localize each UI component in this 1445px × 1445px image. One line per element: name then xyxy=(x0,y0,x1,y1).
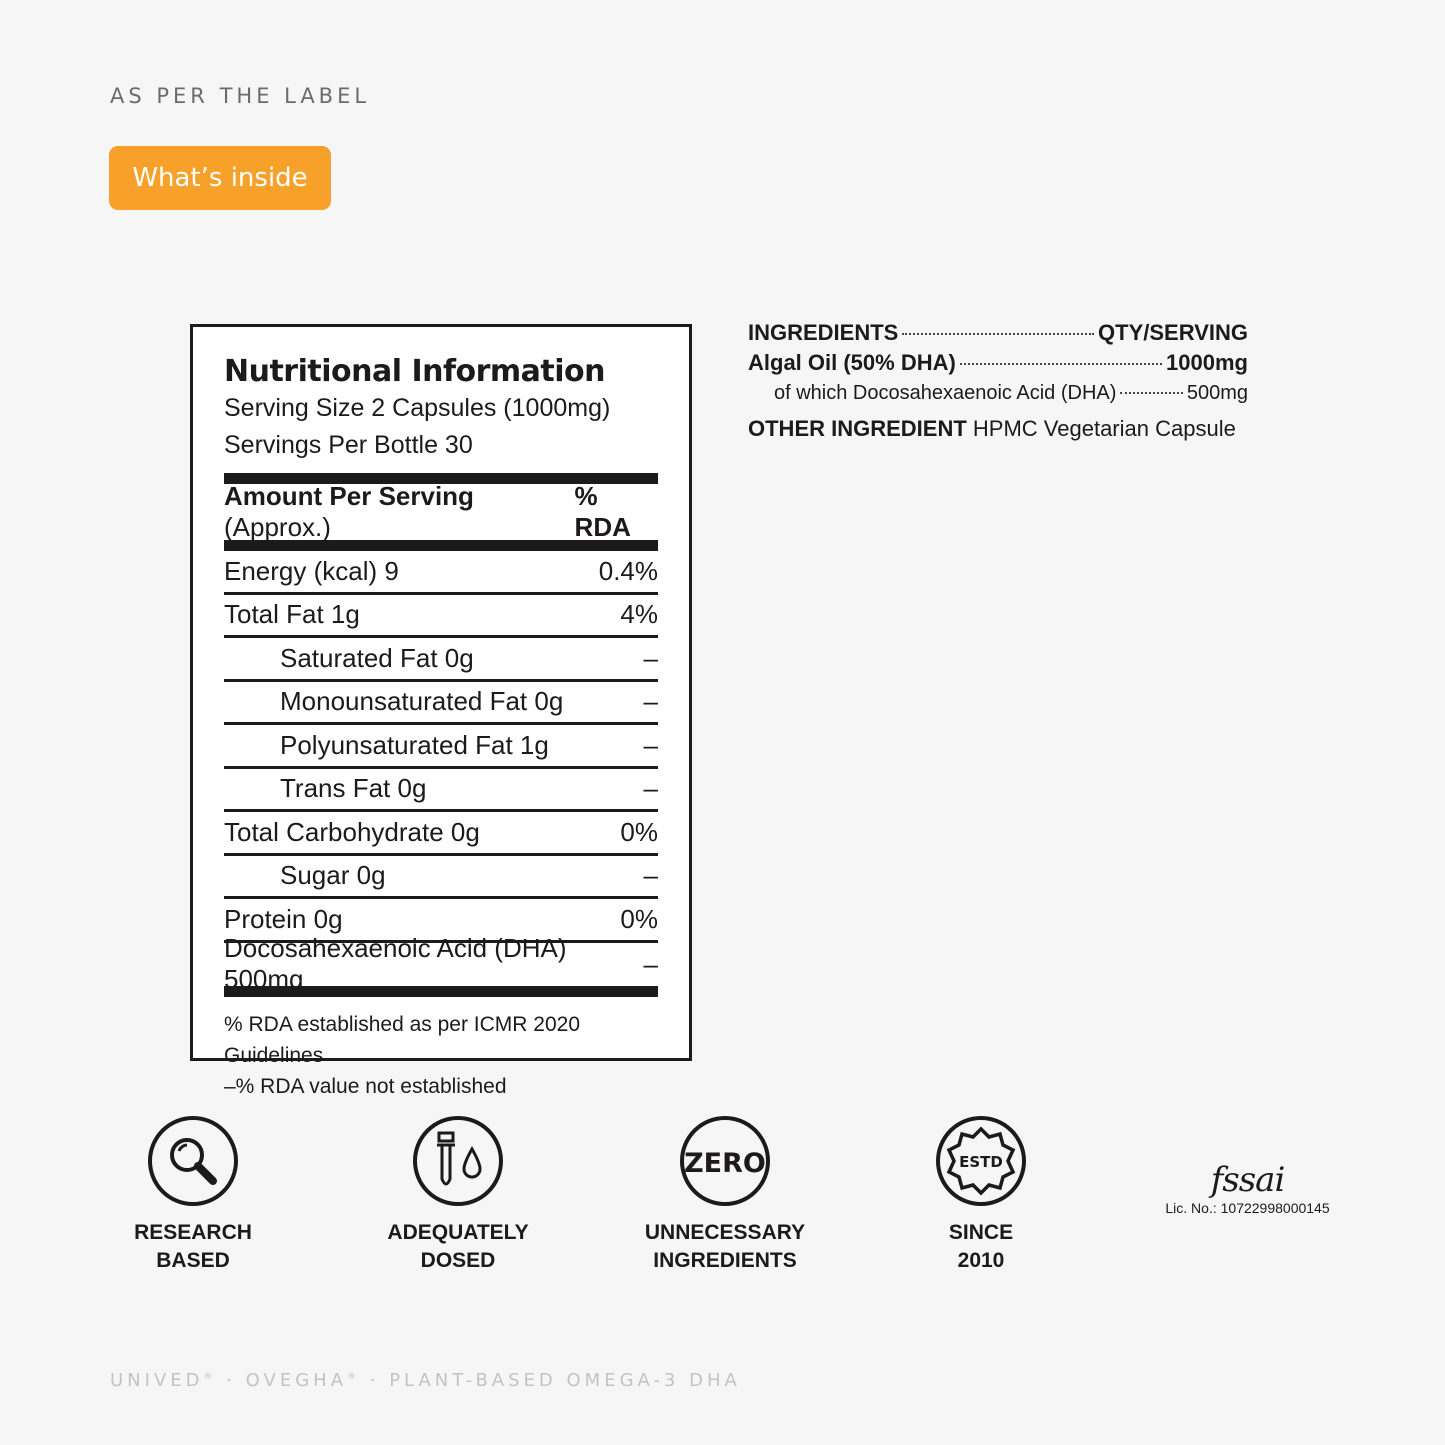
zero-icon-text: ZERO xyxy=(684,1148,766,1179)
footer-sep: · xyxy=(360,1370,390,1391)
nutrient-rda: 0% xyxy=(620,903,658,934)
amount-note: (Approx.) xyxy=(224,512,331,542)
ingredients-header xyxy=(748,318,1248,348)
nutrient-name: Energy (kcal) 9 xyxy=(224,555,399,586)
badge-label xyxy=(358,1219,558,1275)
ingredient-sub-name: of which Docosahexaenoic Acid (DHA) xyxy=(774,382,1117,404)
nutrient-name: Sugar 0g xyxy=(280,860,386,891)
badge-zero-unnecessary xyxy=(625,1115,825,1275)
ingredient-sub-qty: 500mg xyxy=(1186,382,1248,404)
nutrient-name: Monounsaturated Fat 0g xyxy=(280,686,564,717)
badge-label xyxy=(881,1219,1081,1275)
nutrient-row xyxy=(224,638,658,682)
other-ingredient xyxy=(748,414,1248,444)
badge-adequately-dosed xyxy=(358,1115,558,1275)
badge-line1: UNNECESSARY xyxy=(644,1221,806,1244)
nutrient-row xyxy=(224,595,658,639)
badge-label xyxy=(625,1219,825,1275)
badge-line1: ADEQUATELY xyxy=(387,1221,529,1244)
footer-product-tagline: PLANT-BASED OMEGA-3 DHA xyxy=(389,1370,741,1391)
section-eyebrow: AS PER THE LABEL xyxy=(110,84,371,108)
nutrient-row xyxy=(224,682,658,726)
amount-label: Amount Per Serving xyxy=(224,481,474,511)
footer-reg-mark: ® xyxy=(203,1372,217,1382)
badge-line2: 2010 xyxy=(957,1249,1005,1272)
footnote-rda-missing: –% RDA value not established xyxy=(224,1074,507,1098)
other-ingredient-label: OTHER INGREDIENT xyxy=(748,416,967,441)
ingredients-block xyxy=(748,318,1248,444)
dot-leader xyxy=(902,333,1094,335)
nutrient-rda: – xyxy=(643,860,658,891)
rda-label: % RDA xyxy=(574,481,631,542)
nutrient-rda: – xyxy=(643,773,658,804)
estd-seal-icon xyxy=(935,1115,1027,1207)
footer-product: OVEGHA xyxy=(245,1370,348,1391)
nutrient-name: Total Carbohydrate 0g xyxy=(224,816,480,847)
badge-label xyxy=(93,1219,293,1275)
nutrient-name: Protein 0g xyxy=(224,903,343,934)
nutrition-footnotes xyxy=(224,1009,658,1102)
other-ingredient-value: HPMC Vegetarian Capsule xyxy=(966,416,1236,441)
dot-leader xyxy=(960,363,1162,365)
qty-label: QTY/SERVING xyxy=(1098,320,1248,345)
badge-since-2010 xyxy=(881,1115,1081,1275)
fssai-block xyxy=(1160,1160,1335,1216)
nutrient-rda: – xyxy=(643,642,658,673)
nutrient-row xyxy=(224,725,658,769)
nutrient-rda: – xyxy=(643,948,658,979)
servings-per-bottle: Servings Per Bottle 30 xyxy=(224,431,473,459)
zero-icon xyxy=(679,1115,771,1207)
footer-brand: UNIVED xyxy=(110,1370,204,1391)
nutrition-panel xyxy=(190,324,692,1098)
nutrient-name: Saturated Fat 0g xyxy=(280,642,474,673)
serving-size: Serving Size 2 Capsules (1000mg) xyxy=(224,394,611,422)
nutrient-rda: – xyxy=(643,686,658,717)
nutrient-rda: 0.4% xyxy=(598,555,658,586)
whats-inside-button[interactable]: What’s inside xyxy=(109,146,331,210)
ingredient-subrow xyxy=(748,378,1248,408)
amount-label-group xyxy=(224,481,575,543)
badge-research-based xyxy=(93,1115,293,1275)
badge-line2: BASED xyxy=(156,1249,230,1272)
amount-header xyxy=(224,481,658,551)
dot-leader xyxy=(1120,392,1182,394)
nutrition-title: Nutritional Information xyxy=(224,354,606,389)
nutrient-rda: 0% xyxy=(620,816,658,847)
ingredients-label: INGREDIENTS xyxy=(748,320,899,345)
badge-line1: RESEARCH xyxy=(134,1221,252,1244)
ingredient-qty: 1000mg xyxy=(1166,350,1248,375)
nutrient-row xyxy=(224,933,658,997)
dropper-icon xyxy=(412,1115,504,1207)
nutrient-rda: 4% xyxy=(620,599,658,630)
magnifier-icon xyxy=(147,1115,239,1207)
fssai-logo: fssai xyxy=(1210,1160,1285,1200)
nutrient-name: Docosahexaenoic Acid (DHA) 500mg xyxy=(224,933,567,994)
footer-sep: · xyxy=(216,1370,246,1391)
estd-icon-text: ESTD xyxy=(959,1153,1003,1171)
fssai-license: Lic. No.: 10722998000145 xyxy=(1165,1200,1330,1216)
nutrient-list xyxy=(224,551,658,997)
nutrient-name: Trans Fat 0g xyxy=(280,773,427,804)
footnote-rda-source: % RDA established as per ICMR 2020 Guidelines xyxy=(224,1012,581,1067)
footer-reg-mark: ® xyxy=(347,1372,361,1382)
nutrient-row xyxy=(224,856,658,900)
nutrient-row xyxy=(224,551,658,595)
nutrient-name: Polyunsaturated Fat 1g xyxy=(280,729,549,760)
nutrient-rda: – xyxy=(643,729,658,760)
nutrient-name: Total Fat 1g xyxy=(224,599,360,630)
nutrient-row xyxy=(224,769,658,813)
badge-line1: SINCE xyxy=(948,1221,1014,1244)
ingredient-row xyxy=(748,348,1248,378)
badge-line2: INGREDIENTS xyxy=(653,1249,797,1272)
footer-tagline xyxy=(110,1370,741,1391)
nutrient-row xyxy=(224,812,658,856)
ingredient-name: Algal Oil (50% DHA) xyxy=(748,350,956,375)
badge-line2: DOSED xyxy=(420,1249,496,1272)
